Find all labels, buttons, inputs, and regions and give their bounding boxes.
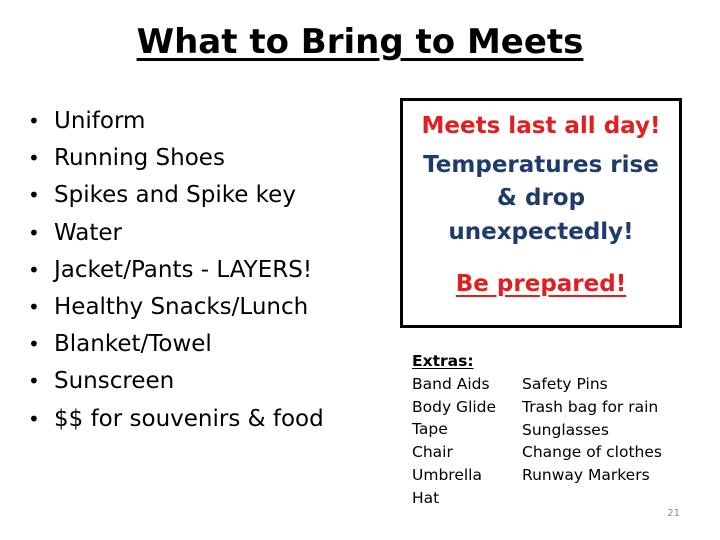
callout-headline: Meets last all day! xyxy=(421,113,661,139)
list-item xyxy=(28,257,368,294)
list-item-text: Sunscreen xyxy=(54,368,175,395)
list-item xyxy=(28,108,368,145)
bullet-icon: • xyxy=(28,146,40,171)
page-number: 21 xyxy=(667,508,680,519)
list-item xyxy=(28,331,368,368)
extras-item: Safety Pins xyxy=(522,375,608,393)
list-item-text: Water xyxy=(54,219,122,246)
extras-item: Change of clothes xyxy=(522,443,662,462)
list-item-text: Spikes and Spike key xyxy=(54,182,296,209)
callout-temperature-note: Temperatures rise & drop unexpectedly! xyxy=(423,152,659,245)
bullet-icon: • xyxy=(28,332,40,357)
callout-be-prepared: Be prepared! xyxy=(455,271,627,298)
bullet-icon: • xyxy=(28,369,40,394)
extras-item: Sunglasses xyxy=(522,420,609,439)
list-item xyxy=(28,294,368,331)
bullet-icon: • xyxy=(28,220,40,245)
list-item-text: Jacket/Pants - LAYERS! xyxy=(54,256,313,283)
list-item xyxy=(28,406,368,443)
bullet-icon: • xyxy=(28,406,40,431)
list-item xyxy=(28,368,368,405)
extras-heading: Extras: xyxy=(412,352,474,370)
extras-item: Umbrella xyxy=(412,465,482,484)
extras-item: Chair xyxy=(412,443,453,462)
extras-right-column xyxy=(522,373,662,487)
extras-item: Tape xyxy=(412,420,448,439)
list-item-text: Running Shoes xyxy=(54,145,225,172)
slide-title: What to Bring to Meets xyxy=(136,22,584,62)
extras-item: Band Aids xyxy=(412,374,490,393)
bullet-icon: • xyxy=(28,257,40,282)
extras-item: Trash bag for rain xyxy=(522,397,659,416)
list-item xyxy=(28,145,368,182)
extras-left-column xyxy=(412,350,496,510)
bring-list xyxy=(28,108,368,443)
list-item-text: Healthy Snacks/Lunch xyxy=(54,293,309,320)
list-item xyxy=(28,220,368,257)
list-item-text: Blanket/Towel xyxy=(54,331,212,358)
list-item xyxy=(28,182,368,219)
list-item-text: Uniform xyxy=(54,108,146,134)
extras-item: Body Glide xyxy=(412,397,497,416)
bullet-icon: • xyxy=(28,183,40,208)
extras-item: Hat xyxy=(412,488,440,507)
bullet-icon: • xyxy=(28,109,40,133)
extras-item: Runway Markers xyxy=(522,466,650,485)
bullet-icon: • xyxy=(28,294,40,319)
list-item-text: $$ for souvenirs & food xyxy=(54,405,324,432)
callout-box xyxy=(400,98,682,328)
